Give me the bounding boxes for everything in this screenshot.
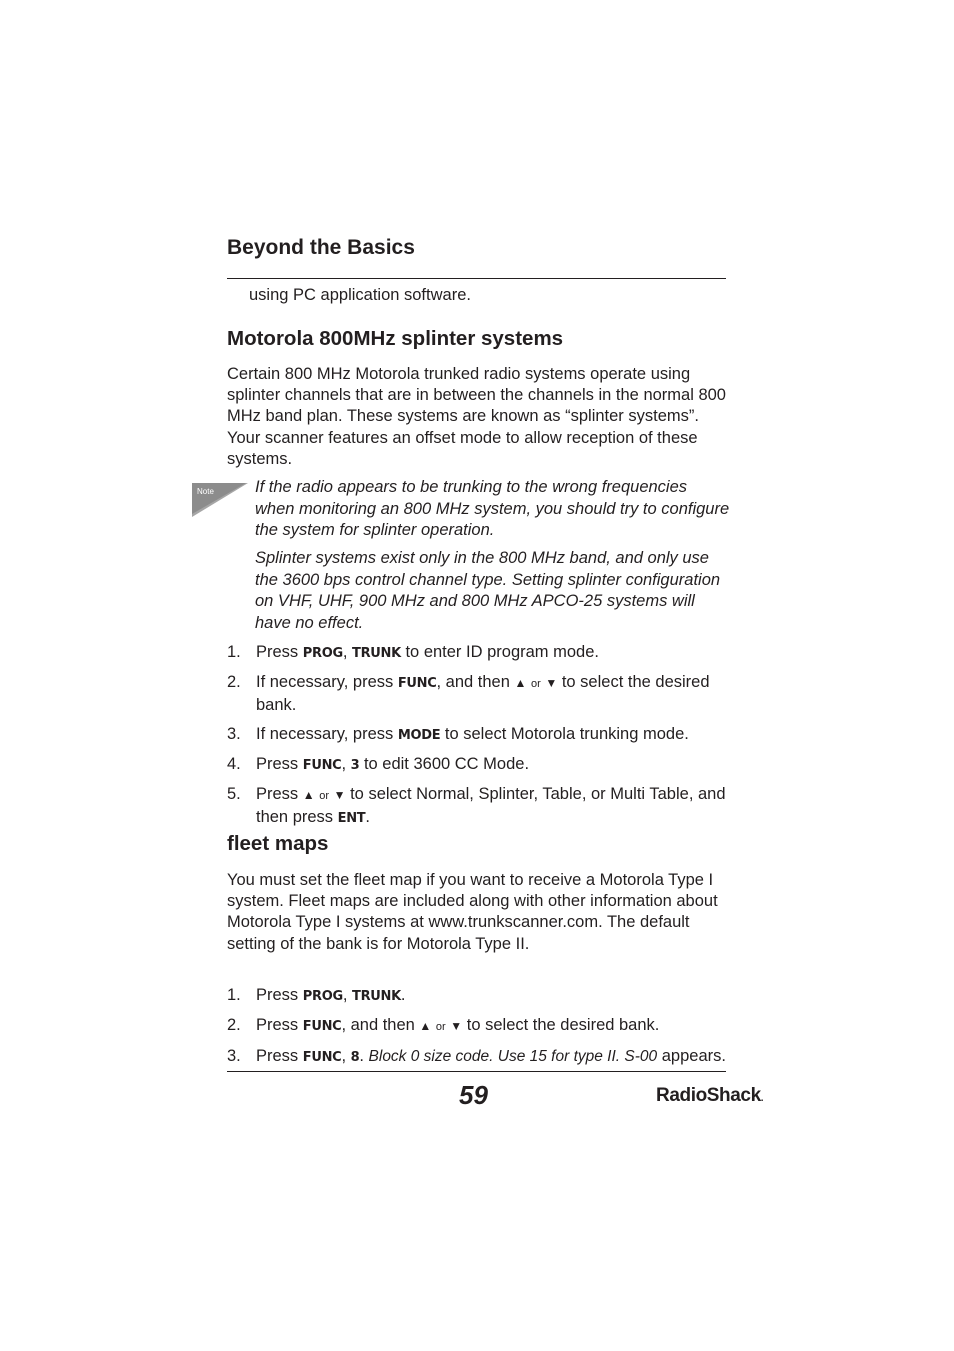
- key-label: PROG: [302, 989, 343, 1004]
- list-item: 4. Press FUNC, 3 to edit 3600 CC Mode.: [227, 755, 530, 773]
- key-label: FUNC: [397, 676, 437, 691]
- arrow-up-icon: ▲: [302, 788, 315, 802]
- list-item: 3. If necessary, press MODE to select Motorola trunking mode.: [227, 725, 689, 743]
- key-label: TRUNK: [352, 646, 401, 661]
- key-label: FUNC: [302, 758, 342, 773]
- running-header: Beyond the Basics: [227, 236, 415, 259]
- continuation-text: using PC application software.: [249, 286, 471, 304]
- list-item: 3. Press FUNC, 8. Block 0 size code. Use 15 for type II. S-00 appears.: [227, 1047, 726, 1065]
- list-item: 5. Press ▲ or ▼ to select Normal, Splinter, Table, or Multi Table, and then press ENT.: [227, 785, 726, 826]
- key-label: 8: [350, 1050, 360, 1065]
- key-label: FUNC: [302, 1050, 342, 1065]
- section-title-fleet-maps: fleet maps: [227, 832, 329, 855]
- page-number: 59: [459, 1080, 488, 1110]
- key-label: PROG: [302, 646, 343, 661]
- note-paragraph-2: Splinter systems exist only in the 800 MHz band, and only use the 3600 bps control channel type. Setting splinter configuration on VHF, UHF, 900 MHz and 800 MHz APCO-25 systems will have no effect.: [255, 549, 721, 632]
- fleet-map-steps: [227, 985, 729, 1068]
- arrow-down-icon: ▼: [450, 1019, 463, 1033]
- arrow-up-icon: ▲: [419, 1019, 432, 1033]
- note-label: Note: [197, 487, 214, 496]
- splinter-intro: Certain 800 MHz Motorola trunked radio systems operate using splinter channels that are in between the channels in the normal 800 MHz band plan. These systems are known as “splinter systems”. Your scanner features an offset mode to allow reception of these systems.: [227, 365, 726, 468]
- list-item: 1. Press PROG, TRUNK to enter ID program mode.: [227, 643, 599, 661]
- fleet-maps-intro: You must set the fleet map if you want to receive a Motorola Type I system. Fleet maps are included along with other information about Motorola Type I systems at www.trunkscanner.com. The default setting of the bank is for Motorola Type II.: [227, 871, 718, 953]
- key-label: FUNC: [302, 1019, 342, 1034]
- list-item: 2. If necessary, press FUNC, and then ▲ or ▼ to select the desired bank.: [227, 673, 710, 714]
- arrow-down-icon: ▼: [333, 788, 346, 802]
- header-rule: [227, 278, 726, 279]
- key-label: MODE: [397, 728, 441, 743]
- arrow-up-icon: ▲: [514, 676, 527, 690]
- radioshack-logo: RadioShack.: [656, 1085, 764, 1106]
- key-label: TRUNK: [352, 989, 401, 1004]
- note-paragraph-1: If the radio appears to be trunking to the wrong frequencies when monitoring an 800 MHz system, you should try to configure the system for splinter operation.: [255, 478, 730, 539]
- key-label: ENT: [337, 811, 366, 826]
- list-item: 2. Press FUNC, and then ▲ or ▼ to select the desired bank.: [227, 1016, 660, 1034]
- list-item: 1. Press PROG, TRUNK.: [227, 986, 406, 1004]
- section-title-splinter: Motorola 800MHz splinter systems: [227, 327, 564, 350]
- footer-rule: [227, 1071, 726, 1072]
- display-message: Block 0 size code. Use 15 for type II. S-00: [368, 1048, 658, 1065]
- key-label: 3: [350, 758, 360, 773]
- splinter-steps: [227, 642, 729, 829]
- arrow-down-icon: ▼: [545, 676, 558, 690]
